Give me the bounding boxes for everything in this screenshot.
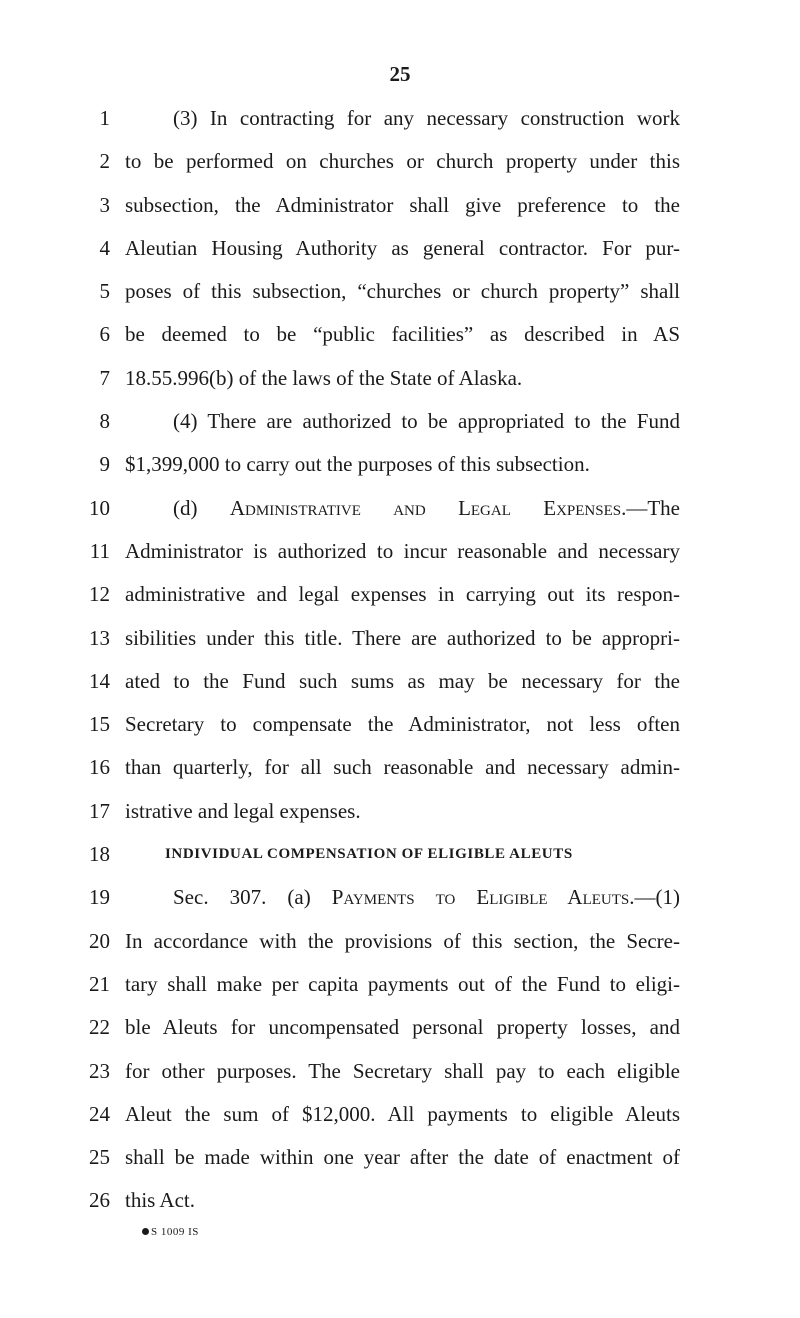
line-number: 12 [89,582,110,607]
line-text [173,878,680,916]
text-line [0,229,800,272]
line-text: subsection, the Administrator shall give preference to the [125,192,680,217]
line-text: this Act. [125,1188,196,1213]
text-line [0,965,800,1008]
line-text: be deemed to be “public facilities” as described in AS [125,322,680,347]
line-number: 14 [89,668,110,693]
line-text: (3) In contracting for any necessary construction work [173,106,680,130]
text-line [0,402,800,445]
line-text: (4) There are authorized to be appropriated to the Fund [173,409,680,434]
text-line [0,315,800,358]
line-lead: Sec. 307. (a) [173,885,332,910]
subsection-title: Administrative and Legal Expenses [229,495,622,520]
bullet-dot-icon [142,1228,149,1235]
line-number: 11 [89,538,110,563]
text-line [0,748,800,791]
text-line [0,575,800,618]
text-line [0,1052,800,1095]
line-text: tary shall make per capita payments out of the Fund to eligi- [125,971,680,996]
text-line [0,662,800,705]
line-text: istrative and legal expenses. [125,798,361,823]
subsection-title: Payments to Eligible Aleuts [331,885,630,910]
text-line [0,619,800,662]
text-line [0,1095,800,1138]
text-line [0,878,800,921]
line-number: 25 [89,1145,110,1170]
line-text: $1,399,000 to carry out the purposes of this subsection. [125,452,590,477]
line-number: 13 [89,625,110,650]
line-text: In accordance with the provisions of this section, the Secre- [125,928,680,953]
line-number: 21 [89,971,110,996]
line-number: 26 [89,1188,110,1213]
line-text: to be performed on churches or church property under this [125,149,680,174]
line-number: 1 [99,106,110,130]
text-line [0,99,800,142]
text-line [0,489,800,532]
line-number: 22 [89,1015,110,1040]
line-text: sibilities under this title. There are authorized to be appropri- [125,625,680,650]
line-text: Aleut the sum of $12,000. All payments to eligible Aleuts [125,1101,680,1126]
line-text: ated to the Fund such sums as may be necessary for the [125,668,680,693]
text-line [0,922,800,965]
text-line [0,1008,800,1051]
text-line [0,445,800,488]
line-text: Aleutian Housing Authority as general contractor. For pur- [125,235,680,260]
line-text: Secretary to compensate the Administrator, not less often [125,712,680,737]
page-number: 25 [389,62,411,86]
text-line [0,532,800,575]
line-rest: .—(1) [629,885,680,910]
text-line [0,359,800,402]
text-line [0,835,800,878]
text-line [0,142,800,185]
line-text: 18.55.996(b) of the laws of the State of Alaska. [125,365,523,390]
text-line [0,1138,800,1181]
line-text: administrative and legal expenses in carrying out its respon- [125,582,680,607]
line-number: 10 [89,495,110,520]
line-text: poses of this subsection, “churches or church property” shall [125,279,680,304]
line-text: for other purposes. The Secretary shall pay to each eligible [125,1058,680,1083]
text-line [0,705,800,748]
text-line [0,792,800,835]
line-lead: (d) [173,495,230,520]
line-number: 15 [89,712,110,737]
text-line [0,1181,800,1224]
line-number: 5 [99,279,110,304]
line-text [173,489,680,527]
section-heading: INDIVIDUAL COMPENSATION OF ELIGIBLE ALEUTS [165,846,573,863]
line-number: 9 [99,452,110,477]
line-text: ble Aleuts for uncompensated personal property losses, and [125,1015,680,1040]
line-number: 7 [99,365,110,390]
line-number: 2 [99,149,110,174]
line-number: 23 [89,1058,110,1083]
bill-identifier: S 1009 IS [151,1226,199,1238]
line-number: 19 [89,885,110,910]
line-number: 18 [89,842,110,867]
bill-text [0,99,800,1225]
line-rest: .—The [621,495,680,520]
line-number: 24 [89,1101,110,1126]
text-line [0,272,800,315]
text-line [0,186,800,229]
line-number: 16 [89,755,110,780]
line-number: 4 [99,235,110,260]
line-text: Administrator is authorized to incur reasonable and necessary [125,538,680,563]
line-text: than quarterly, for all such reasonable and necessary admin- [125,755,680,780]
line-number: 8 [99,409,110,434]
line-number: 17 [89,798,110,823]
bill-footer [142,1226,199,1238]
line-number: 20 [89,928,110,953]
line-number: 6 [99,322,110,347]
line-text: shall be made within one year after the date of enactment of [125,1145,680,1170]
line-number: 3 [99,192,110,217]
